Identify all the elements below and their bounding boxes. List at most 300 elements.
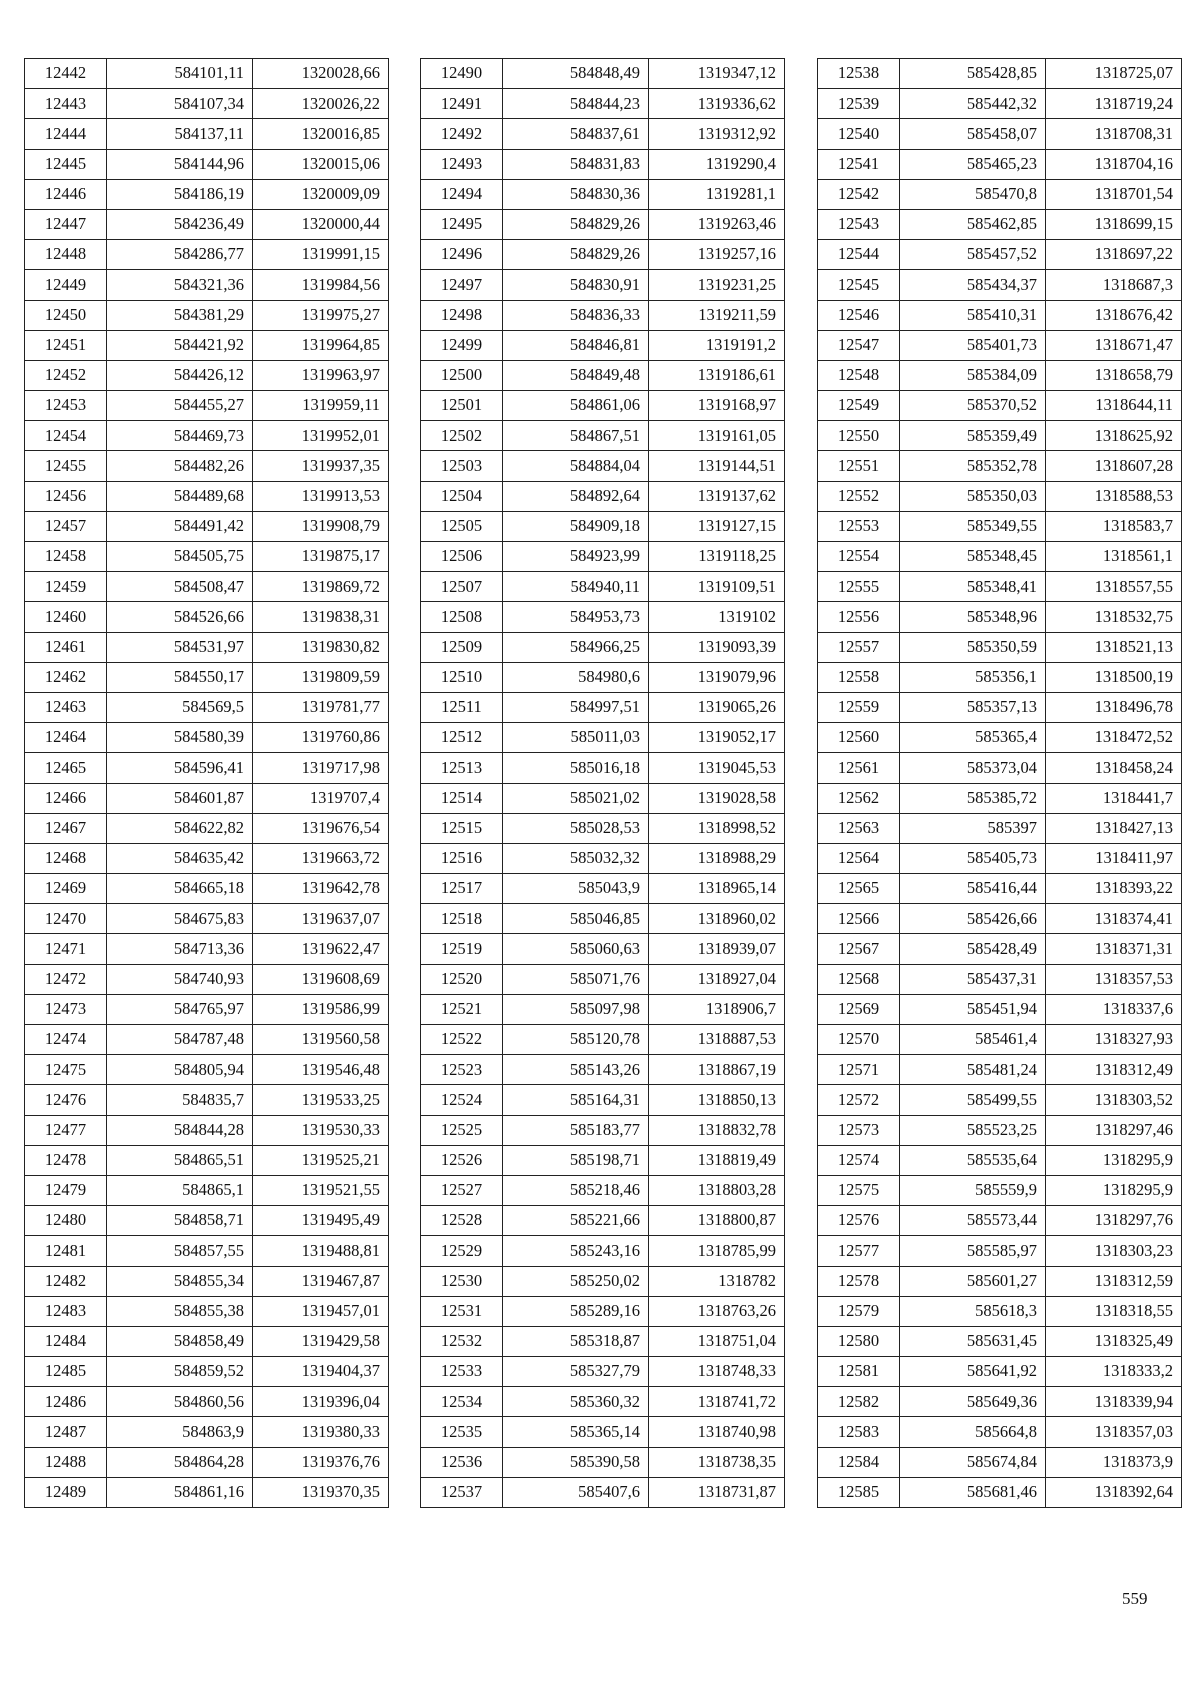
- x-coordinate-cell: 584837,61: [503, 119, 649, 149]
- point-number-cell: 12510: [421, 662, 503, 692]
- x-coordinate-cell: 584713,36: [107, 934, 253, 964]
- y-coordinate-cell: 1319760,86: [253, 723, 389, 753]
- y-coordinate-cell: 1318887,53: [649, 1025, 785, 1055]
- y-coordinate-cell: 1318318,55: [1046, 1296, 1182, 1326]
- point-number-cell: 12547: [818, 330, 900, 360]
- x-coordinate-cell: 585401,73: [900, 330, 1046, 360]
- point-number-cell: 12554: [818, 542, 900, 572]
- table-row: [421, 179, 785, 209]
- y-coordinate-cell: 1318687,3: [1046, 270, 1182, 300]
- y-coordinate-cell: 1319937,35: [253, 451, 389, 481]
- point-number-cell: 12569: [818, 994, 900, 1024]
- point-number-cell: 12496: [421, 240, 503, 270]
- table-row: [25, 662, 389, 692]
- x-coordinate-cell: 585426,66: [900, 904, 1046, 934]
- y-coordinate-cell: 1319404,37: [253, 1357, 389, 1387]
- x-coordinate-cell: 584966,25: [503, 632, 649, 662]
- table-row: [818, 723, 1182, 753]
- table-row: [25, 270, 389, 300]
- x-coordinate-cell: 584923,99: [503, 542, 649, 572]
- point-number-cell: 12475: [25, 1055, 107, 1085]
- table-row: [25, 813, 389, 843]
- x-coordinate-cell: 584953,73: [503, 602, 649, 632]
- y-coordinate-cell: 1319102: [649, 602, 785, 632]
- table-row: [421, 692, 785, 722]
- table-row: [25, 240, 389, 270]
- point-number-cell: 12494: [421, 179, 503, 209]
- x-coordinate-cell: 584858,49: [107, 1326, 253, 1356]
- point-number-cell: 12538: [818, 59, 900, 89]
- table-row: [818, 843, 1182, 873]
- point-number-cell: 12460: [25, 602, 107, 632]
- point-number-cell: 12583: [818, 1417, 900, 1447]
- point-number-cell: 12469: [25, 874, 107, 904]
- y-coordinate-cell: 1319663,72: [253, 843, 389, 873]
- x-coordinate-cell: 585465,23: [900, 149, 1046, 179]
- x-coordinate-cell: 585218,46: [503, 1175, 649, 1205]
- x-coordinate-cell: 585357,13: [900, 692, 1046, 722]
- table-row: [818, 1236, 1182, 1266]
- table-row: [421, 1115, 785, 1145]
- x-coordinate-cell: 584426,12: [107, 360, 253, 390]
- table-row: [25, 632, 389, 662]
- point-number-cell: 12459: [25, 572, 107, 602]
- y-coordinate-cell: 1318704,16: [1046, 149, 1182, 179]
- y-coordinate-cell: 1320016,85: [253, 119, 389, 149]
- table-row: [818, 89, 1182, 119]
- y-coordinate-cell: 1318782: [649, 1266, 785, 1296]
- table-row: [421, 1025, 785, 1055]
- y-coordinate-cell: 1318965,14: [649, 874, 785, 904]
- table-row: [421, 843, 785, 873]
- point-number-cell: 12445: [25, 149, 107, 179]
- y-coordinate-cell: 1319231,25: [649, 270, 785, 300]
- point-number-cell: 12467: [25, 813, 107, 843]
- y-coordinate-cell: 1318800,87: [649, 1206, 785, 1236]
- table-row: [25, 209, 389, 239]
- x-coordinate-cell: 585360,32: [503, 1387, 649, 1417]
- x-coordinate-cell: 584107,34: [107, 89, 253, 119]
- y-coordinate-cell: 1319642,78: [253, 874, 389, 904]
- x-coordinate-cell: 585350,03: [900, 481, 1046, 511]
- table-row: [25, 783, 389, 813]
- x-coordinate-cell: 584740,93: [107, 964, 253, 994]
- table-row: [818, 511, 1182, 541]
- table-row: [25, 149, 389, 179]
- table-row: [818, 542, 1182, 572]
- page-number: 559: [1122, 1589, 1148, 1608]
- x-coordinate-cell: 585032,32: [503, 843, 649, 873]
- y-coordinate-cell: 1319191,2: [649, 330, 785, 360]
- y-coordinate-cell: 1319457,01: [253, 1296, 389, 1326]
- x-coordinate-cell: 584455,27: [107, 391, 253, 421]
- table-row: [818, 1175, 1182, 1205]
- point-number-cell: 12443: [25, 89, 107, 119]
- x-coordinate-cell: 585428,49: [900, 934, 1046, 964]
- x-coordinate-cell: 585289,16: [503, 1296, 649, 1326]
- coordinate-table-1: [24, 58, 389, 1508]
- y-coordinate-cell: 1319521,55: [253, 1175, 389, 1205]
- table-row: [25, 1236, 389, 1266]
- table-row: [421, 662, 785, 692]
- point-number-cell: 12500: [421, 360, 503, 390]
- x-coordinate-cell: 584508,47: [107, 572, 253, 602]
- x-coordinate-cell: 585434,37: [900, 270, 1046, 300]
- x-coordinate-cell: 584505,75: [107, 542, 253, 572]
- table-row: [25, 542, 389, 572]
- table-row: [25, 391, 389, 421]
- y-coordinate-cell: 1319290,4: [649, 149, 785, 179]
- table-row: [25, 994, 389, 1024]
- x-coordinate-cell: 584569,5: [107, 692, 253, 722]
- y-coordinate-cell: 1319312,92: [649, 119, 785, 149]
- point-number-cell: 12562: [818, 783, 900, 813]
- point-number-cell: 12542: [818, 179, 900, 209]
- y-coordinate-cell: 1318500,19: [1046, 662, 1182, 692]
- x-coordinate-cell: 584580,39: [107, 723, 253, 753]
- point-number-cell: 12472: [25, 964, 107, 994]
- point-number-cell: 12452: [25, 360, 107, 390]
- y-coordinate-cell: 1318719,24: [1046, 89, 1182, 119]
- point-number-cell: 12450: [25, 300, 107, 330]
- table-row: [818, 662, 1182, 692]
- table-row: [421, 1236, 785, 1266]
- point-number-cell: 12580: [818, 1326, 900, 1356]
- point-number-cell: 12550: [818, 421, 900, 451]
- point-number-cell: 12565: [818, 874, 900, 904]
- x-coordinate-cell: 584381,29: [107, 300, 253, 330]
- table-row: [421, 89, 785, 119]
- table-row: [818, 1417, 1182, 1447]
- x-coordinate-cell: 585573,44: [900, 1206, 1046, 1236]
- x-coordinate-cell: 585243,16: [503, 1236, 649, 1266]
- y-coordinate-cell: 1318751,04: [649, 1326, 785, 1356]
- x-coordinate-cell: 584867,51: [503, 421, 649, 451]
- point-number-cell: 12473: [25, 994, 107, 1024]
- y-coordinate-cell: 1318819,49: [649, 1145, 785, 1175]
- table-row: [25, 904, 389, 934]
- x-coordinate-cell: 585348,96: [900, 602, 1046, 632]
- table-row: [25, 1477, 389, 1507]
- table-row: [25, 1266, 389, 1296]
- x-coordinate-cell: 585373,04: [900, 753, 1046, 783]
- y-coordinate-cell: 1318785,99: [649, 1236, 785, 1266]
- x-coordinate-cell: 585437,31: [900, 964, 1046, 994]
- y-coordinate-cell: 1320015,06: [253, 149, 389, 179]
- point-number-cell: 12481: [25, 1236, 107, 1266]
- table-row: [818, 1145, 1182, 1175]
- point-number-cell: 12555: [818, 572, 900, 602]
- table-row: [421, 1206, 785, 1236]
- y-coordinate-cell: 1318699,15: [1046, 209, 1182, 239]
- table-row: [421, 240, 785, 270]
- point-number-cell: 12486: [25, 1387, 107, 1417]
- table-row: [25, 753, 389, 783]
- x-coordinate-cell: 584526,66: [107, 602, 253, 632]
- y-coordinate-cell: 1318295,9: [1046, 1175, 1182, 1205]
- x-coordinate-cell: 584865,51: [107, 1145, 253, 1175]
- x-coordinate-cell: 584101,11: [107, 59, 253, 89]
- point-number-cell: 12553: [818, 511, 900, 541]
- x-coordinate-cell: 585356,1: [900, 662, 1046, 692]
- point-number-cell: 12573: [818, 1115, 900, 1145]
- point-number-cell: 12484: [25, 1326, 107, 1356]
- point-number-cell: 12520: [421, 964, 503, 994]
- y-coordinate-cell: 1319380,33: [253, 1417, 389, 1447]
- y-coordinate-cell: 1319376,76: [253, 1447, 389, 1477]
- y-coordinate-cell: 1319137,62: [649, 481, 785, 511]
- x-coordinate-cell: 584491,42: [107, 511, 253, 541]
- table-row: [25, 360, 389, 390]
- table-row: [421, 813, 785, 843]
- y-coordinate-cell: 1319838,31: [253, 602, 389, 632]
- x-coordinate-cell: 585601,27: [900, 1266, 1046, 1296]
- table-row: [421, 1296, 785, 1326]
- table-row: [25, 179, 389, 209]
- y-coordinate-cell: 1318427,13: [1046, 813, 1182, 843]
- x-coordinate-cell: 584857,55: [107, 1236, 253, 1266]
- x-coordinate-cell: 585028,53: [503, 813, 649, 843]
- table-row: [818, 783, 1182, 813]
- table-row: [25, 964, 389, 994]
- y-coordinate-cell: 1318741,72: [649, 1387, 785, 1417]
- table-row: [818, 934, 1182, 964]
- point-number-cell: 12458: [25, 542, 107, 572]
- y-coordinate-cell: 1318671,47: [1046, 330, 1182, 360]
- table-row: [421, 270, 785, 300]
- x-coordinate-cell: 585370,52: [900, 391, 1046, 421]
- y-coordinate-cell: 1319717,98: [253, 753, 389, 783]
- y-coordinate-cell: 1318731,87: [649, 1477, 785, 1507]
- table-row: [421, 602, 785, 632]
- x-coordinate-cell: 585523,25: [900, 1115, 1046, 1145]
- table-row: [421, 1417, 785, 1447]
- point-number-cell: 12492: [421, 119, 503, 149]
- point-number-cell: 12572: [818, 1085, 900, 1115]
- point-number-cell: 12534: [421, 1387, 503, 1417]
- x-coordinate-cell: 585350,59: [900, 632, 1046, 662]
- point-number-cell: 12457: [25, 511, 107, 541]
- point-number-cell: 12527: [421, 1175, 503, 1205]
- x-coordinate-cell: 585585,97: [900, 1236, 1046, 1266]
- point-number-cell: 12501: [421, 391, 503, 421]
- point-number-cell: 12454: [25, 421, 107, 451]
- x-coordinate-cell: 585011,03: [503, 723, 649, 753]
- point-number-cell: 12466: [25, 783, 107, 813]
- point-number-cell: 12482: [25, 1266, 107, 1296]
- table-row: [421, 59, 785, 89]
- x-coordinate-cell: 584884,04: [503, 451, 649, 481]
- x-coordinate-cell: 584805,94: [107, 1055, 253, 1085]
- x-coordinate-cell: 584765,97: [107, 994, 253, 1024]
- y-coordinate-cell: 1320026,22: [253, 89, 389, 119]
- point-number-cell: 12548: [818, 360, 900, 390]
- table-row: [421, 391, 785, 421]
- table-row: [25, 843, 389, 873]
- point-number-cell: 12505: [421, 511, 503, 541]
- y-coordinate-cell: 1318327,93: [1046, 1025, 1182, 1055]
- table-row: [818, 753, 1182, 783]
- table-row: [818, 692, 1182, 722]
- point-number-cell: 12479: [25, 1175, 107, 1205]
- table-row: [421, 451, 785, 481]
- y-coordinate-cell: 1318697,22: [1046, 240, 1182, 270]
- y-coordinate-cell: 1318725,07: [1046, 59, 1182, 89]
- point-number-cell: 12559: [818, 692, 900, 722]
- x-coordinate-cell: 585649,36: [900, 1387, 1046, 1417]
- point-number-cell: 12582: [818, 1387, 900, 1417]
- table-row: [421, 632, 785, 662]
- y-coordinate-cell: 1319127,15: [649, 511, 785, 541]
- y-coordinate-cell: 1318832,78: [649, 1115, 785, 1145]
- y-coordinate-cell: 1318867,19: [649, 1055, 785, 1085]
- table-row: [421, 964, 785, 994]
- table-row: [25, 1387, 389, 1417]
- x-coordinate-cell: 585631,45: [900, 1326, 1046, 1356]
- y-coordinate-cell: 1318295,9: [1046, 1145, 1182, 1175]
- table-row: [25, 1357, 389, 1387]
- point-number-cell: 12526: [421, 1145, 503, 1175]
- table-row: [818, 391, 1182, 421]
- table-row: [818, 481, 1182, 511]
- table-row: [421, 1326, 785, 1356]
- y-coordinate-cell: 1318458,24: [1046, 753, 1182, 783]
- point-number-cell: 12532: [421, 1326, 503, 1356]
- point-number-cell: 12515: [421, 813, 503, 843]
- table-row: [421, 1175, 785, 1205]
- point-number-cell: 12576: [818, 1206, 900, 1236]
- x-coordinate-cell: 584321,36: [107, 270, 253, 300]
- y-coordinate-cell: 1318803,28: [649, 1175, 785, 1205]
- x-coordinate-cell: 585097,98: [503, 994, 649, 1024]
- point-number-cell: 12506: [421, 542, 503, 572]
- x-coordinate-cell: 585348,41: [900, 572, 1046, 602]
- point-number-cell: 12449: [25, 270, 107, 300]
- point-number-cell: 12552: [818, 481, 900, 511]
- point-number-cell: 12461: [25, 632, 107, 662]
- y-coordinate-cell: 1318738,35: [649, 1447, 785, 1477]
- point-number-cell: 12516: [421, 843, 503, 873]
- point-number-cell: 12511: [421, 692, 503, 722]
- x-coordinate-cell: 585410,31: [900, 300, 1046, 330]
- y-coordinate-cell: 1318998,52: [649, 813, 785, 843]
- x-coordinate-cell: 584861,06: [503, 391, 649, 421]
- y-coordinate-cell: 1319964,85: [253, 330, 389, 360]
- y-coordinate-cell: 1318357,53: [1046, 964, 1182, 994]
- y-coordinate-cell: 1319533,25: [253, 1085, 389, 1115]
- table-row: [818, 1266, 1182, 1296]
- table-row: [25, 1206, 389, 1236]
- y-coordinate-cell: 1319336,62: [649, 89, 785, 119]
- point-number-cell: 12490: [421, 59, 503, 89]
- point-number-cell: 12493: [421, 149, 503, 179]
- point-number-cell: 12504: [421, 481, 503, 511]
- point-number-cell: 12517: [421, 874, 503, 904]
- y-coordinate-cell: 1319984,56: [253, 270, 389, 300]
- table-row: [421, 934, 785, 964]
- point-number-cell: 12463: [25, 692, 107, 722]
- table-row: [818, 904, 1182, 934]
- y-coordinate-cell: 1320000,44: [253, 209, 389, 239]
- y-coordinate-cell: 1318312,49: [1046, 1055, 1182, 1085]
- table-row: [25, 330, 389, 360]
- table-row: [25, 1296, 389, 1326]
- y-coordinate-cell: 1318312,59: [1046, 1266, 1182, 1296]
- y-coordinate-cell: 1318763,26: [649, 1296, 785, 1326]
- y-coordinate-cell: 1319263,46: [649, 209, 785, 239]
- x-coordinate-cell: 585559,9: [900, 1175, 1046, 1205]
- y-coordinate-cell: 1319467,87: [253, 1266, 389, 1296]
- x-coordinate-cell: 584863,9: [107, 1417, 253, 1447]
- y-coordinate-cell: 1318411,97: [1046, 843, 1182, 873]
- point-number-cell: 12546: [818, 300, 900, 330]
- x-coordinate-cell: 585365,4: [900, 723, 1046, 753]
- y-coordinate-cell: 1318676,42: [1046, 300, 1182, 330]
- y-coordinate-cell: 1319707,4: [253, 783, 389, 813]
- table-row: [818, 451, 1182, 481]
- point-number-cell: 12488: [25, 1447, 107, 1477]
- y-coordinate-cell: 1319211,59: [649, 300, 785, 330]
- table-row: [818, 1206, 1182, 1236]
- x-coordinate-cell: 584830,36: [503, 179, 649, 209]
- x-coordinate-cell: 584980,6: [503, 662, 649, 692]
- x-coordinate-cell: 585407,6: [503, 1477, 649, 1507]
- y-coordinate-cell: 1319546,48: [253, 1055, 389, 1085]
- table-row: [421, 994, 785, 1024]
- x-coordinate-cell: 584855,38: [107, 1296, 253, 1326]
- point-number-cell: 12448: [25, 240, 107, 270]
- point-number-cell: 12502: [421, 421, 503, 451]
- table-row: [818, 964, 1182, 994]
- y-coordinate-cell: 1318748,33: [649, 1357, 785, 1387]
- x-coordinate-cell: 585164,31: [503, 1085, 649, 1115]
- x-coordinate-cell: 584665,18: [107, 874, 253, 904]
- y-coordinate-cell: 1318701,54: [1046, 179, 1182, 209]
- point-number-cell: 12541: [818, 149, 900, 179]
- table-row: [421, 300, 785, 330]
- point-number-cell: 12512: [421, 723, 503, 753]
- point-number-cell: 12518: [421, 904, 503, 934]
- table-row: [25, 1145, 389, 1175]
- point-number-cell: 12524: [421, 1085, 503, 1115]
- x-coordinate-cell: 585428,85: [900, 59, 1046, 89]
- x-coordinate-cell: 585043,9: [503, 874, 649, 904]
- x-coordinate-cell: 585481,24: [900, 1055, 1046, 1085]
- table-row: [25, 1055, 389, 1085]
- table-row: [818, 874, 1182, 904]
- x-coordinate-cell: 584849,48: [503, 360, 649, 390]
- y-coordinate-cell: 1319079,96: [649, 662, 785, 692]
- y-coordinate-cell: 1318850,13: [649, 1085, 785, 1115]
- table-row: [818, 119, 1182, 149]
- x-coordinate-cell: 584489,68: [107, 481, 253, 511]
- table-row: [818, 240, 1182, 270]
- point-number-cell: 12574: [818, 1145, 900, 1175]
- table-row: [25, 1115, 389, 1145]
- table-row: [421, 753, 785, 783]
- table-row: [421, 1085, 785, 1115]
- x-coordinate-cell: 585451,94: [900, 994, 1046, 1024]
- point-number-cell: 12491: [421, 89, 503, 119]
- point-number-cell: 12464: [25, 723, 107, 753]
- table-row: [421, 1145, 785, 1175]
- table-row: [421, 723, 785, 753]
- point-number-cell: 12519: [421, 934, 503, 964]
- x-coordinate-cell: 584137,11: [107, 119, 253, 149]
- x-coordinate-cell: 584836,33: [503, 300, 649, 330]
- y-coordinate-cell: 1319991,15: [253, 240, 389, 270]
- point-number-cell: 12564: [818, 843, 900, 873]
